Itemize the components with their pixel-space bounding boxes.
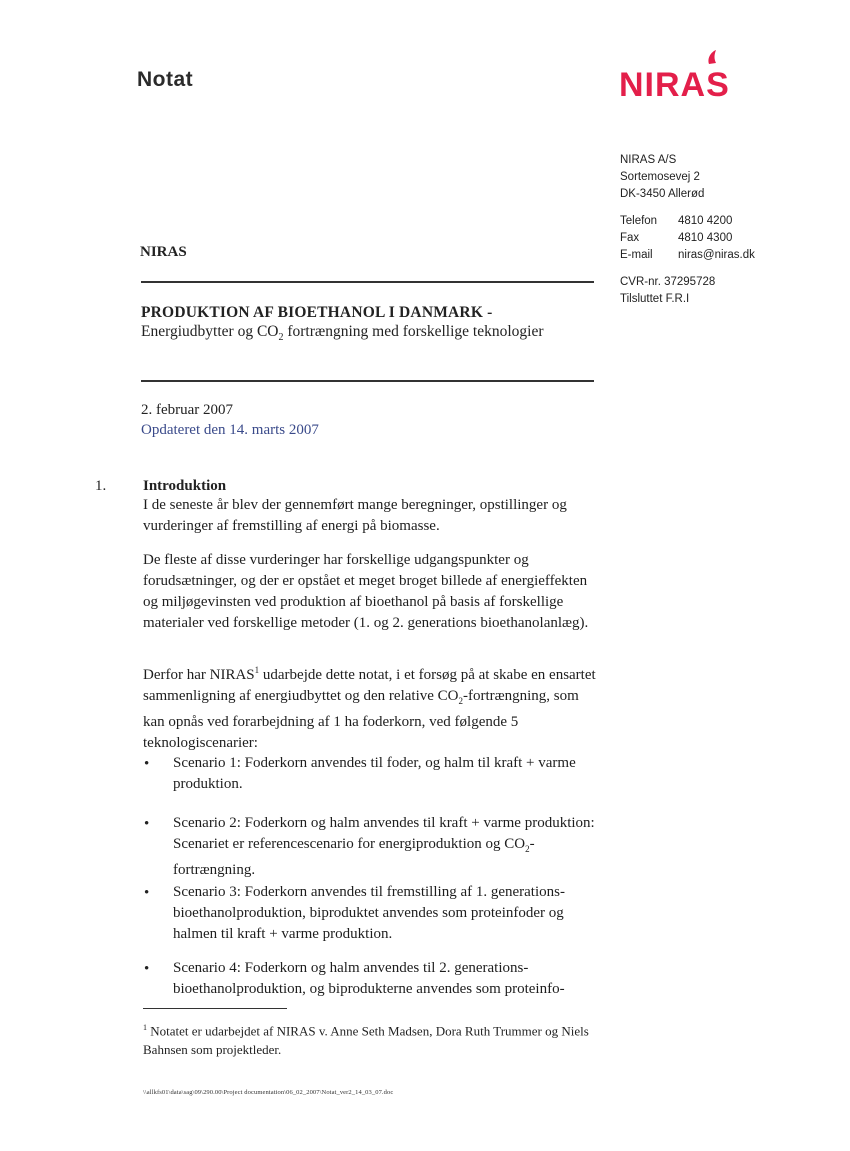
updated-date: Opdateret den 14. marts 2007	[141, 422, 319, 438]
bullet-scenario-4: Scenario 4: Foderkorn og halm anvendes til 2. generations-bioethanolproduktion, og biprodukterne anvendes som proteinfo-	[173, 960, 565, 997]
bullet-icon: •	[144, 756, 150, 772]
paragraph-2: De fleste af disse vurderinger har forskellige udgangspunkter og forudsætninger, og der er opstået et meget broget billede af energieffekten og miljøgevinsten ved produktion af bioethanol på basis af forskellige materialer ved forskellige metoder (1. og 2. generations bioethanolanlæg).	[143, 552, 589, 631]
bullet-icon: •	[144, 816, 150, 832]
email-label: E-mail	[620, 249, 653, 261]
cvr-number: CVR-nr. 37295728	[620, 276, 716, 288]
document-date: 2. februar 2007	[141, 402, 234, 418]
paragraph-3: Derfor har NIRAS$^1$ udarbejde dette notat, i et forsøg på at skabe en ensartet sammenligning af energiudbyttet og den relative $CO_2$-fortrængning, som kan opnås ved forarbejdning af 1 ha foderkorn, ved følgende 5 teknologiscenarier:	[143, 665, 596, 751]
bullet-icon: •	[144, 961, 150, 977]
divider-top	[141, 281, 594, 283]
bullet-scenario-3: Scenario 3: Foderkorn anvendes til fremstilling af 1. generations-bioethanolproduktion, biproduktet anvendes som proteinfoder og halmen til kraft + varme produktion.	[173, 884, 565, 942]
fax-number: 4810 4300	[678, 232, 733, 244]
phone-number: 4810 4200	[678, 215, 733, 227]
fax-label: Fax	[620, 232, 640, 244]
bullet-icon: •	[144, 885, 150, 901]
affiliation: Tilsluttet F.R.I	[620, 293, 690, 305]
section-number: 1.	[95, 478, 107, 494]
niras-logo	[617, 50, 767, 100]
email-address: niras@niras.dk	[678, 249, 755, 261]
company-city: DK-3450 Allerød	[620, 188, 705, 200]
document-title: PRODUKTION AF BIOETHANOL I DANMARK -	[141, 304, 493, 321]
from-label: NIRAS	[140, 244, 187, 260]
svg-text:NIRAS: NIRAS	[619, 66, 730, 100]
bullet-scenario-1: Scenario 1: Foderkorn anvendes til foder, og halm til kraft + varme produktion.	[173, 755, 576, 792]
footnote-divider	[143, 1008, 287, 1009]
company-street: Sortemosevej 2	[620, 171, 700, 183]
company-address-block	[620, 152, 755, 318]
document-type-title: Notat	[137, 68, 194, 91]
document-subtitle: Energiudbytter og $CO_2$ fortrængning med forskellige teknologier	[141, 323, 544, 344]
company-name: NIRAS A/S	[620, 154, 677, 166]
phone-label: Telefon	[620, 215, 658, 227]
file-path: \\allkfs01\data\sag\09\290.00\Project documentation\06_02_2007\Notat_ver2_14_03_07.doc	[143, 1089, 394, 1096]
footnote: $^1$ Notatet er udarbejdet af NIRAS v. Anne Seth Madsen, Dora Ruth Trummer og Niels Bahnsen som projektleder.	[143, 1023, 589, 1058]
paragraph-1: I de seneste år blev der gennemført mange beregninger, opstillinger og vurderinger af fremstilling af energi på biomasse.	[143, 497, 567, 534]
footnote-reference: 1	[254, 665, 260, 675]
divider-bottom	[141, 380, 594, 382]
bullet-scenario-2: Scenario 2: Foderkorn og halm anvendes til kraft + varme produktion: Scenariet er referencescenario for energiproduktion og $CO_2$-fortrængning.	[173, 815, 595, 878]
section-title: Introduktion	[143, 478, 227, 494]
